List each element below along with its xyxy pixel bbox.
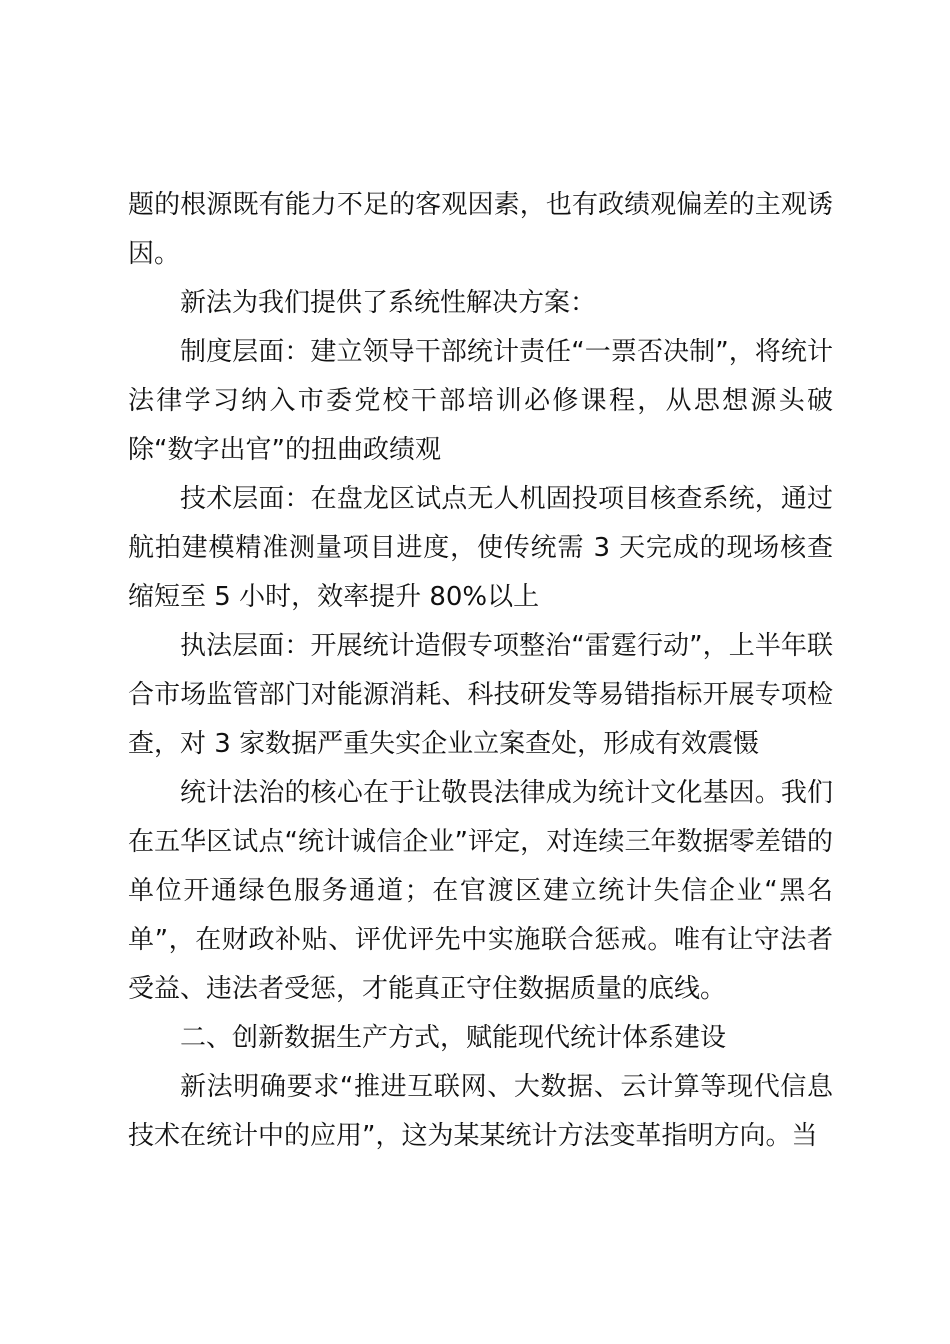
paragraph-rule-of-law-core: 统计法治的核心在于让敬畏法律成为统计文化基因。我们在五华区试点“统计诚信企业”评定，对连续三年数据零差错的单位开通绿色服务通道；在官渡区建立统计失信企业“黑名单”，在财政补贴、评优评先中实施联合惩戒。唯有让守法者受益、违法者受惩，才能真正守住数据质量的底线。 <box>128 778 833 1004</box>
paragraph-enforcement-level: 执法层面：开展统计造假专项整治“雷霆行动”，上半年联合市场监管部门对能源消耗、科技研发等易错指标开展专项检查，对 3 家数据严重失实企业立案查处，形成有效震慑 <box>128 631 833 759</box>
section-heading-2: 二、创新数据生产方式，赋能现代统计体系建设 <box>180 1023 727 1053</box>
paragraph-continuation: 题的根源既有能力不足的客观因素，也有政绩观偏差的主观诱因。 <box>128 190 833 269</box>
paragraph-institutional-level: 制度层面：建立领导干部统计责任“一票否决制”，将统计法律学习纳入市委党校干部培训必修课程，从思想源头破除“数字出官”的扭曲政绩观 <box>128 337 833 465</box>
paragraph-new-law-tech: 新法明确要求“推进互联网、大数据、云计算等现代信息技术在统计中的应用”，这为某某统计方法变革指明方向。当 <box>128 1072 833 1151</box>
paragraph-solution-intro: 新法为我们提供了系统性解决方案： <box>180 288 597 318</box>
document-page <box>128 181 833 1161</box>
paragraph-technical-level: 技术层面：在盘龙区试点无人机固投项目核查系统，通过航拍建模精准测量项目进度，使传统需 3 天完成的现场核查缩短至 5 小时，效率提升 80%以上 <box>128 484 833 612</box>
